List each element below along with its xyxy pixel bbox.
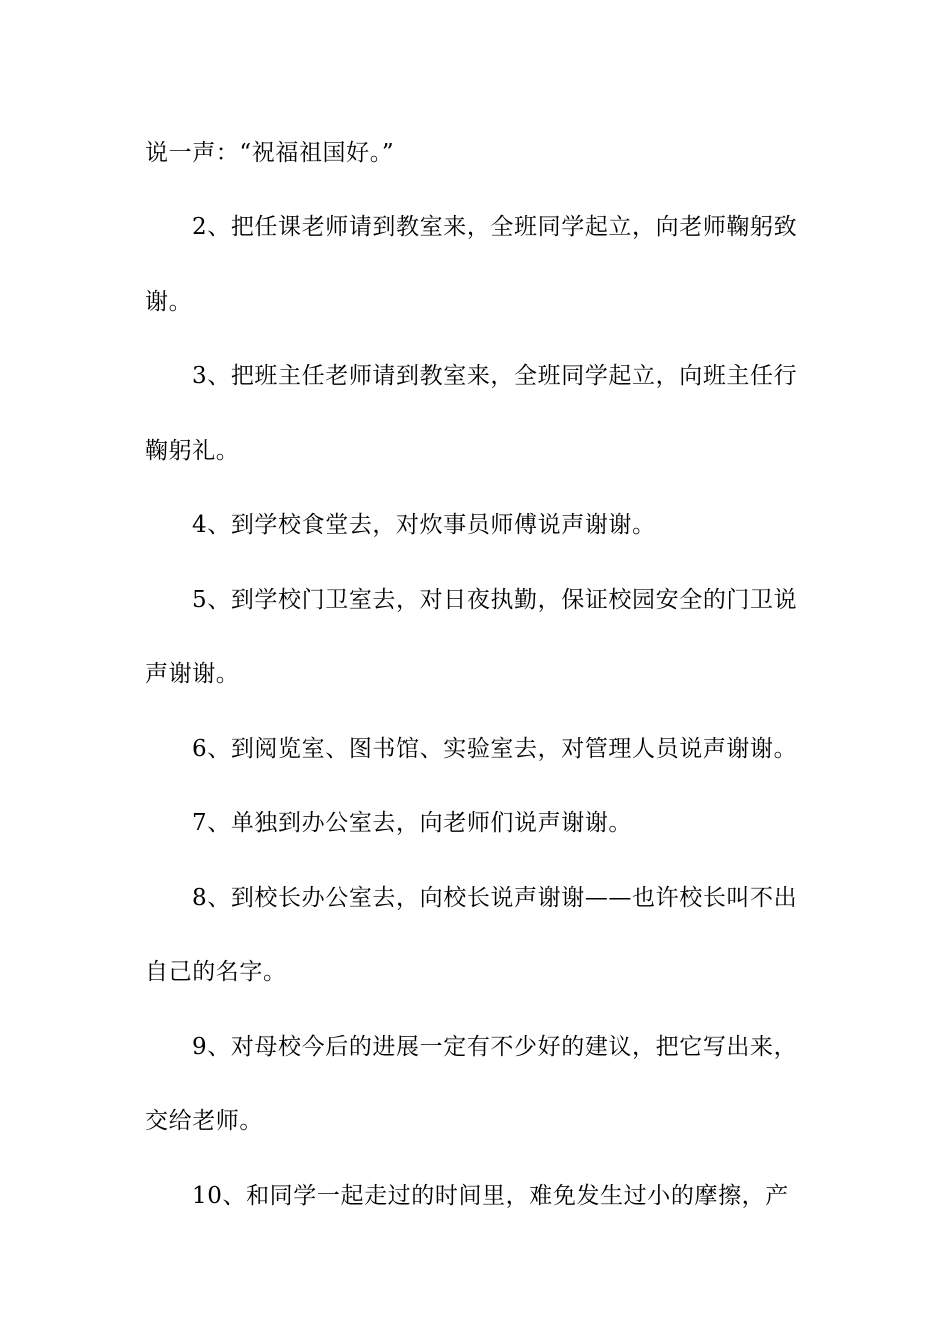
text-line: 谢。: [145, 289, 193, 315]
text-line: 自己的名字。: [145, 959, 287, 985]
text-line: 8、到校长办公室去，向校长说声谢谢——也许校长叫不出: [192, 885, 798, 911]
text-line: 4、到学校食堂去，对炊事员师傅说声谢谢。: [192, 512, 656, 538]
text-line: 交给老师。: [145, 1108, 263, 1134]
text-line: 10、和同学一起走过的时间里，难免发生过小的摩擦，产: [192, 1183, 789, 1209]
text-line: 说一声：“祝福祖国好。”: [145, 140, 395, 166]
text-line: 3、把班主任老师请到教室来，全班同学起立，向班主任行: [192, 363, 798, 389]
text-line: 5、到学校门卫室去，对日夜执勤，保证校园安全的门卫说: [192, 587, 798, 613]
text-line: 声谢谢。: [145, 661, 240, 687]
text-line: 鞠躬礼。: [145, 438, 240, 464]
text-line: 2、把任课老师请到教室来，全班同学起立，向老师鞠躬致: [192, 214, 798, 240]
text-line: 7、单独到办公室去，向老师们说声谢谢。: [192, 810, 633, 836]
text-line: 9、对母校今后的进展一定有不少好的建议，把它写出来，: [192, 1034, 798, 1060]
text-line: 6、到阅览室、图书馆、实验室去，对管理人员说声谢谢。: [192, 736, 798, 762]
